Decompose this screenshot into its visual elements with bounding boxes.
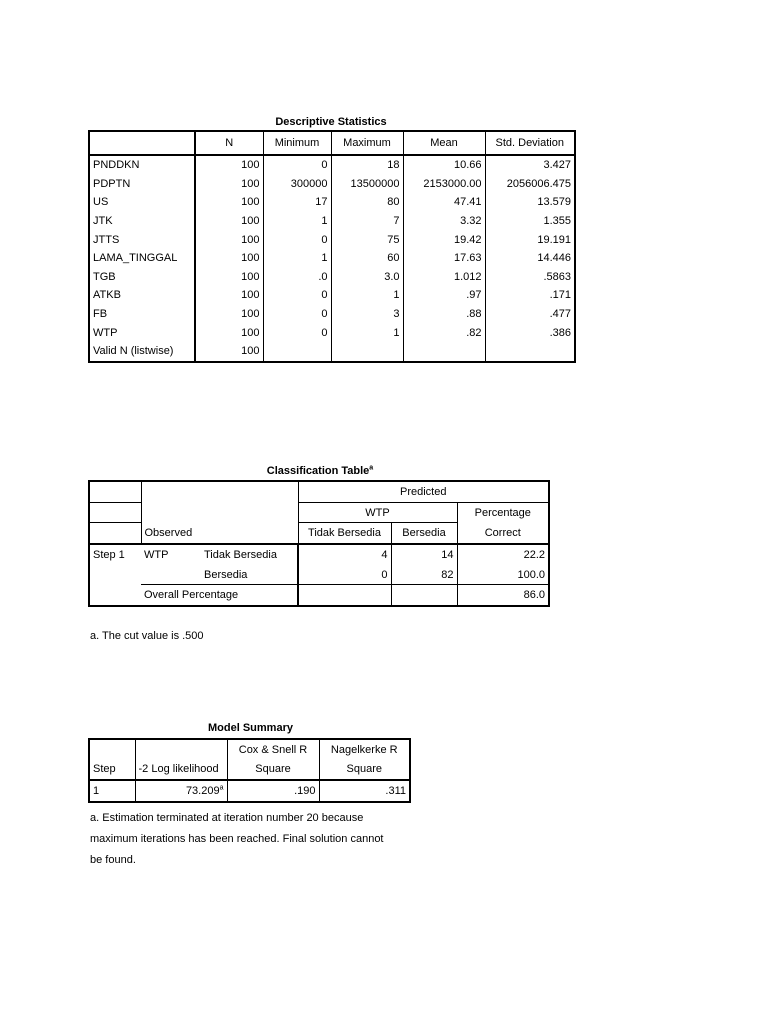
nagelkerke-header: Square: [319, 760, 410, 781]
cell-value: 3.427: [485, 155, 575, 175]
cell-value: 100: [195, 342, 263, 362]
percentage-header: Percentage: [457, 502, 549, 523]
cell-value: 1: [263, 212, 331, 231]
table-row: [89, 565, 549, 585]
correct-header: Correct: [457, 523, 549, 544]
cell-value: 0: [263, 155, 331, 175]
cell-value: 17.63: [403, 249, 485, 268]
cell-value: 100: [195, 155, 263, 175]
table-header-row: [89, 760, 410, 781]
cell-value: 10.66: [403, 155, 485, 175]
step-value: 1: [93, 784, 100, 797]
table-row: [89, 155, 575, 175]
model-summary-title: Model Summary: [208, 722, 293, 734]
model-summary-note: [90, 808, 384, 871]
cell-value: 14: [391, 544, 457, 565]
header-cell: N: [195, 131, 263, 155]
descriptive-statistics-title: Descriptive Statistics: [275, 116, 387, 128]
cell-value: 47.41: [403, 193, 485, 212]
classification-table-title: Classification Table$^a$: [266, 464, 374, 477]
cell-value: 100: [195, 249, 263, 268]
header-cell: Minimum: [263, 131, 331, 155]
step-label: Step 1: [93, 548, 125, 561]
loglik-value: 73.209$^a$: [135, 780, 227, 802]
note-line: maximum iterations has been reached. Final solution cannot: [90, 833, 384, 845]
cell-value: .82: [403, 323, 485, 342]
cox-header: Cox & Snell R: [227, 739, 319, 760]
empty-cell: [141, 481, 298, 502]
note-line: a. Estimation terminated at iteration number 20 because: [90, 812, 364, 824]
cell-value: 0: [263, 305, 331, 324]
note-line: be found.: [90, 854, 136, 866]
cell-value: 86.0: [457, 585, 549, 606]
row-label: FB: [93, 308, 108, 321]
loglik-header: -2 Log likelihood: [135, 760, 227, 781]
cell-value: 13.579: [485, 193, 575, 212]
cell-value: 0: [298, 565, 391, 585]
header-cell: [89, 131, 195, 155]
cell-value: 22.2: [457, 544, 549, 565]
table-row: [89, 230, 575, 249]
cell-value: 13500000: [331, 175, 403, 194]
table-row: [89, 286, 575, 305]
overall-label: Overall Percentage: [141, 585, 298, 606]
table-row: [89, 323, 575, 342]
table-row: [89, 212, 575, 231]
cell-value: 100: [195, 268, 263, 287]
cell-value: 0: [263, 230, 331, 249]
cell-value: .0: [263, 268, 331, 287]
cell-value: 19.42: [403, 230, 485, 249]
table-header-row: [89, 502, 549, 523]
cell-value: 300000: [263, 175, 331, 194]
cell-value: 100: [195, 193, 263, 212]
empty-cell: [89, 739, 135, 760]
table-row: [89, 249, 575, 268]
table-row: [89, 175, 575, 194]
row-label: TGB: [93, 270, 116, 283]
cell-value: 7: [331, 212, 403, 231]
observed-header: Observed: [141, 523, 298, 544]
cell-value: 100: [195, 323, 263, 342]
cell-value: 17: [263, 193, 331, 212]
cell-value: 100: [195, 212, 263, 231]
header-cell: Std. Deviation: [485, 131, 575, 155]
cell-value: 0: [263, 323, 331, 342]
table-row: [89, 268, 575, 287]
empty-cell: [141, 502, 298, 523]
empty-cell: [89, 523, 141, 544]
table-header-row: [89, 523, 549, 544]
cell-value: [331, 342, 403, 362]
row-label: PDPTN: [93, 177, 131, 190]
descriptive-statistics-table: [88, 130, 576, 363]
observed-var: WTP: [144, 548, 169, 561]
predicted-header: Predicted: [298, 481, 549, 502]
cell-value: .477: [485, 305, 575, 324]
empty-cell: [89, 502, 141, 523]
header-cell: Mean: [403, 131, 485, 155]
empty-cell: [89, 585, 141, 606]
row-label: PNDDKN: [93, 159, 140, 172]
empty-cell: [391, 585, 457, 606]
header-cell: Maximum: [331, 131, 403, 155]
row-label: LAMA_TINGGAL: [93, 252, 178, 265]
cell-value: .88: [403, 305, 485, 324]
row-label: Tidak Bersedia: [204, 548, 277, 561]
cell-value: 19.191: [485, 230, 575, 249]
cell-value: 100: [195, 230, 263, 249]
cox-value: .190: [227, 780, 319, 802]
cell-value: 14.446: [485, 249, 575, 268]
cell-value: 100: [195, 286, 263, 305]
table-row: [89, 193, 575, 212]
cell-value: 1: [331, 286, 403, 305]
cell-value: 100: [195, 305, 263, 324]
cell-value: 18: [331, 155, 403, 175]
cell-value: 1: [331, 323, 403, 342]
table-header-row: [89, 481, 549, 502]
table-row: [89, 305, 575, 324]
table-row: [89, 585, 549, 606]
row-label: JTK: [93, 215, 113, 228]
row-label: JTTS: [93, 233, 120, 246]
cell-value: 1.355: [485, 212, 575, 231]
empty-cell: [141, 565, 201, 585]
classification-note: a. The cut value is .500: [90, 630, 204, 642]
row-label: US: [93, 196, 109, 209]
wtp-header: WTP: [298, 502, 457, 523]
empty-cell: [135, 739, 227, 760]
cell-value: .97: [403, 286, 485, 305]
cell-value: .171: [485, 286, 575, 305]
tidak-bersedia-header: Tidak Bersedia: [298, 523, 391, 544]
cell-value: 3: [331, 305, 403, 324]
cell-value: [403, 342, 485, 362]
step-header: Step: [89, 760, 135, 781]
table-row: [89, 780, 410, 802]
cell-value: .5863: [485, 268, 575, 287]
table-row: [89, 544, 549, 565]
cell-value: 100.0: [457, 565, 549, 585]
cell-value: 80: [331, 193, 403, 212]
cell-value: 60: [331, 249, 403, 268]
row-label: Valid N (listwise): [93, 345, 174, 358]
cell-value: 82: [391, 565, 457, 585]
table-row: [89, 342, 575, 362]
bersedia-header: Bersedia: [391, 523, 457, 544]
cell-value: [485, 342, 575, 362]
empty-cell: [298, 585, 391, 606]
cox-header: Square: [227, 760, 319, 781]
cell-value: 0: [263, 286, 331, 305]
table-header-row: [89, 131, 575, 155]
cell-value: 2056006.475: [485, 175, 575, 194]
model-summary-table: [88, 738, 411, 803]
cell-value: 2153000.00: [403, 175, 485, 194]
row-label: WTP: [93, 326, 118, 339]
cell-value: 3.32: [403, 212, 485, 231]
cell-value: 1: [263, 249, 331, 268]
classification-table: [88, 480, 550, 607]
empty-cell: [89, 565, 141, 585]
table-header-row: [89, 739, 410, 760]
cell-value: 100: [195, 175, 263, 194]
cell-value: 75: [331, 230, 403, 249]
nagelkerke-header: Nagelkerke R: [319, 739, 410, 760]
empty-cell: [89, 481, 141, 502]
cell-value: [263, 342, 331, 362]
cell-value: 4: [298, 544, 391, 565]
row-label: Bersedia: [204, 568, 248, 581]
cell-value: 3.0: [331, 268, 403, 287]
cell-value: .386: [485, 323, 575, 342]
nagelkerke-value: .311: [319, 780, 410, 802]
row-label: ATKB: [93, 289, 121, 302]
cell-value: 1.012: [403, 268, 485, 287]
